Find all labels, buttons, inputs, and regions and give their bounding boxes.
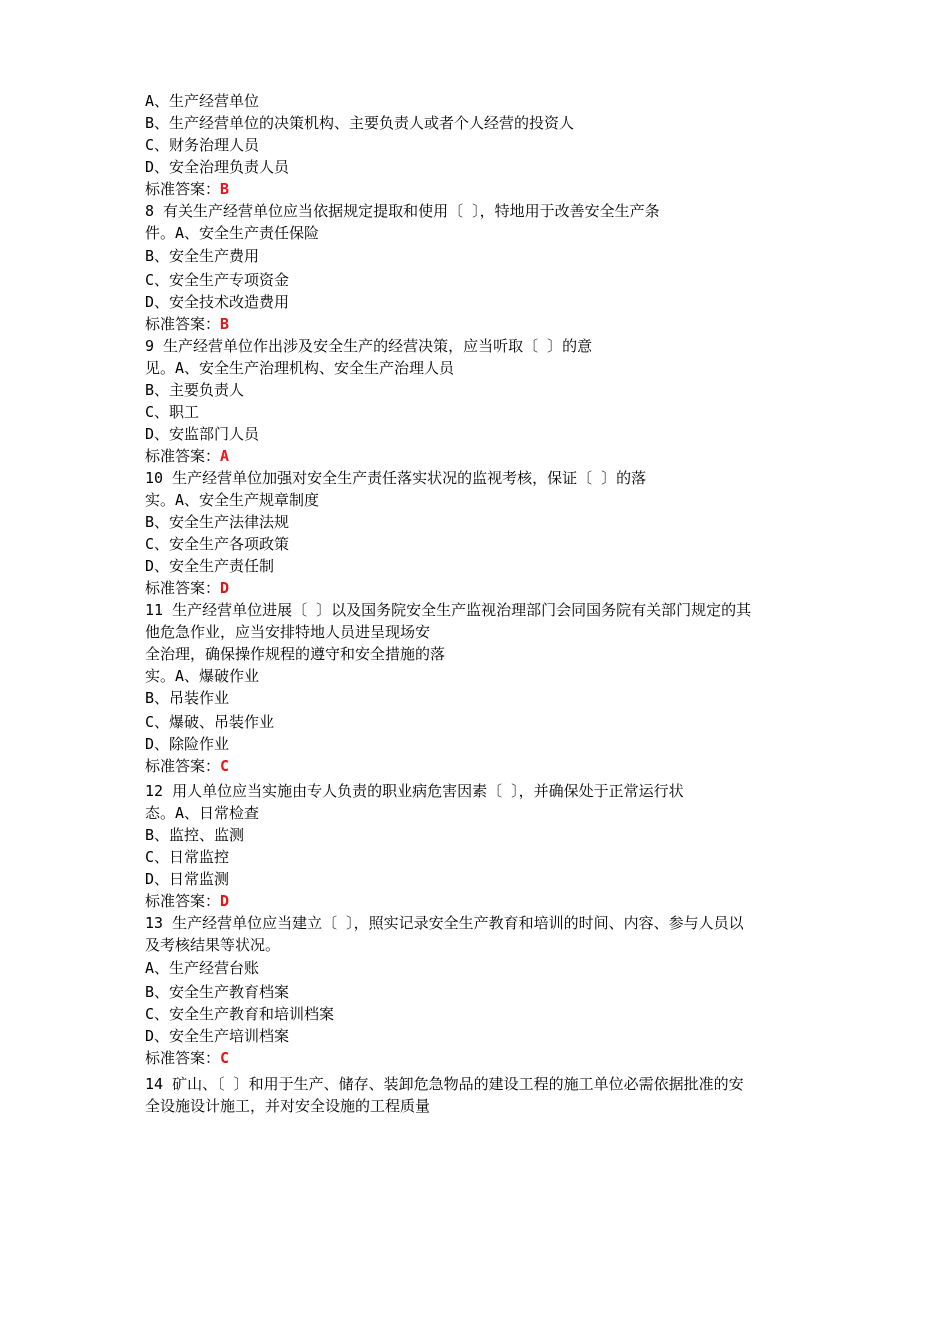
text-line: B、监控、监测: [145, 826, 245, 844]
answer-value: D: [220, 892, 230, 910]
text-line: D、安全生产培训档案: [145, 1027, 290, 1045]
text-line: 全设施设计施工，并对安全设施的工程质量: [145, 1097, 431, 1115]
answer-label: 标准答案：: [145, 757, 221, 775]
answer-line: [145, 1048, 229, 1068]
answer-value: B: [220, 315, 230, 333]
answer-label: 标准答案：: [145, 579, 221, 597]
text-line: B、主要负责人: [145, 381, 245, 399]
answer-line: [145, 314, 229, 334]
text-line: A、生产经营台账: [145, 959, 260, 977]
text-line: B、安全生产法律法规: [145, 513, 290, 531]
text-line: D、日常监测: [145, 870, 230, 888]
answer-label: 标准答案：: [145, 315, 221, 333]
answer-label: 标准答案：: [145, 180, 221, 198]
text-line: B、安全生产费用: [145, 247, 260, 265]
answer-line: [145, 179, 229, 199]
text-line: 件。A、安全生产责任保险: [145, 224, 320, 242]
text-line: D、除险作业: [145, 735, 230, 753]
question-text: 14 矿山、〔 〕和用于生产、储存、装卸危急物品的建设工程的施工单位必需依据批准的安: [145, 1075, 744, 1093]
text-line: 及考核结果等状况。: [145, 936, 281, 954]
text-line: C、安全生产教育和培训档案: [145, 1005, 335, 1023]
text-line: C、财务治理人员: [145, 136, 260, 154]
text-line: 他危急作业，应当安排特地人员进呈现场安: [145, 623, 431, 641]
answer-line: [145, 578, 229, 598]
text-line: 实。A、安全生产规章制度: [145, 491, 320, 509]
answer-label: 标准答案：: [145, 447, 221, 465]
text-line: D、安监部门人员: [145, 425, 260, 443]
question-text: 13 生产经营单位应当建立〔 〕，照实记录安全生产教育和培训的时间、内容、参与人员以: [145, 914, 744, 932]
answer-label: 标准答案：: [145, 1049, 221, 1067]
text-line: 实。A、爆破作业: [145, 667, 260, 685]
answer-value: B: [220, 180, 230, 198]
text-line: 见。A、安全生产治理机构、安全生产治理人员: [145, 359, 455, 377]
question-text: 12 用人单位应当实施由专人负责的职业病危害因素〔 〕，并确保处于正常运行状: [145, 782, 684, 800]
question-text: 11 生产经营单位进展〔 〕以及国务院安全生产监视治理部门会同国务院有关部门规定的其: [145, 601, 752, 619]
question-text: 10 生产经营单位加强对安全生产责任落实状况的监视考核，保证〔 〕的落: [145, 469, 647, 487]
text-line: B、生产经营单位的决策机构、主要负责人或者个人经营的投资人: [145, 114, 575, 132]
text-line: D、安全生产责任制: [145, 557, 275, 575]
text-line: 态。A、日常检查: [145, 804, 260, 822]
answer-value: D: [220, 579, 230, 597]
answer-value: C: [220, 757, 230, 775]
answer-line: [145, 891, 229, 911]
answer-value: C: [220, 1049, 230, 1067]
question-text: 9 生产经营单位作出涉及安全生产的经营决策，应当听取〔 〕的意: [145, 337, 593, 355]
text-line: C、职工: [145, 403, 200, 421]
text-line: B、吊装作业: [145, 689, 230, 707]
text-line: A、生产经营单位: [145, 92, 260, 110]
text-line: 全治理，确保操作规程的遵守和安全措施的落: [145, 645, 446, 663]
text-line: C、安全生产专项资金: [145, 271, 290, 289]
answer-label: 标准答案：: [145, 892, 221, 910]
answer-line: [145, 756, 229, 776]
answer-value: A: [220, 447, 230, 465]
question-text: 8 有关生产经营单位应当依据规定提取和使用〔 〕，特地用于改善安全生产条: [145, 202, 660, 220]
text-line: C、日常监控: [145, 848, 230, 866]
text-line: D、安全技术改造费用: [145, 293, 290, 311]
text-line: C、安全生产各项政策: [145, 535, 290, 553]
text-line: D、安全治理负责人员: [145, 158, 290, 176]
text-line: B、安全生产教育档案: [145, 983, 290, 1001]
answer-line: [145, 446, 229, 466]
text-line: C、爆破、吊装作业: [145, 713, 275, 731]
